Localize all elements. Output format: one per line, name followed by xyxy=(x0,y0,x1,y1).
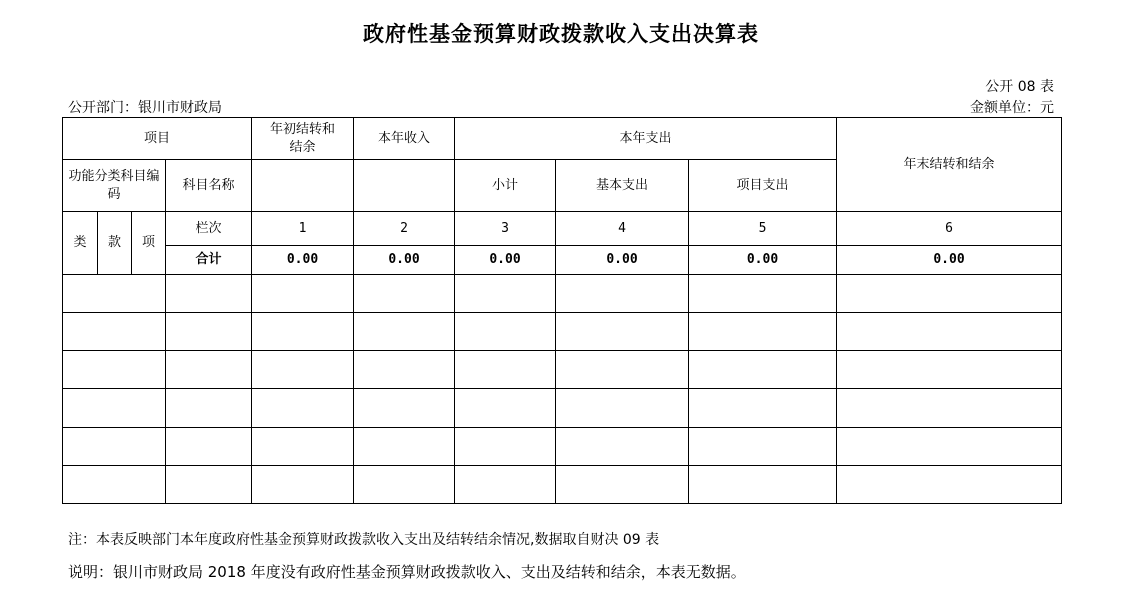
header-subtotal: 小计 xyxy=(455,160,556,212)
empty-row xyxy=(63,466,1062,504)
header-blank-1 xyxy=(252,160,354,212)
header-row-1 xyxy=(63,118,1062,160)
table-note: 注：本表反映部门本年度政府性基金预算财政拨款收入支出及结转结余情况,数据取自财决 09 表 xyxy=(68,532,660,548)
header-basic-expense: 基本支出 xyxy=(556,160,689,212)
header-item: 项目 xyxy=(63,118,252,160)
column-number: 4 xyxy=(556,212,689,246)
report-title: 政府性基金预算财政拨款收入支出决算表 xyxy=(363,22,759,46)
total-value: 0.00 xyxy=(556,246,689,275)
empty-row xyxy=(63,313,1062,351)
column-number: 5 xyxy=(689,212,837,246)
empty-row xyxy=(63,428,1062,466)
budget-table xyxy=(62,117,1062,504)
column-number-row xyxy=(63,212,1062,246)
total-row xyxy=(63,246,1062,275)
column-number: 3 xyxy=(455,212,556,246)
header-category: 类 xyxy=(63,212,98,275)
empty-row xyxy=(63,275,1062,313)
header-blank-2 xyxy=(354,160,455,212)
total-value: 0.00 xyxy=(455,246,556,275)
header-current-expense: 本年支出 xyxy=(455,118,837,160)
header-project-expense: 项目支出 xyxy=(689,160,837,212)
department-label: 公开部门：银川市财政局 xyxy=(68,100,222,116)
header-section: 款 xyxy=(98,212,132,275)
total-value: 0.00 xyxy=(252,246,354,275)
header-opening-balance: 年初结转和结余 xyxy=(252,118,354,160)
column-number: 2 xyxy=(354,212,455,246)
amount-unit-label: 金额单位：元 xyxy=(970,100,1054,116)
total-value: 0.00 xyxy=(689,246,837,275)
table-explanation: 说明：银川市财政局 2018 年度没有政府性基金预算财政拨款收入、支出及结转和结余，本表无数据。 xyxy=(68,563,746,581)
header-current-income: 本年收入 xyxy=(354,118,455,160)
total-value: 0.00 xyxy=(837,246,1062,275)
total-label: 合计 xyxy=(166,246,252,275)
header-subject-name: 科目名称 xyxy=(166,160,252,212)
empty-row xyxy=(63,389,1062,428)
header-subitem: 项 xyxy=(132,212,166,275)
header-column-no: 栏次 xyxy=(166,212,252,246)
column-number: 1 xyxy=(252,212,354,246)
total-value: 0.00 xyxy=(354,246,455,275)
header-closing-balance: 年末结转和结余 xyxy=(837,118,1062,212)
form-number: 公开 08 表 xyxy=(985,79,1054,95)
header-func-code: 功能分类科目编码 xyxy=(63,160,166,212)
empty-row xyxy=(63,351,1062,389)
column-number: 6 xyxy=(837,212,1062,246)
